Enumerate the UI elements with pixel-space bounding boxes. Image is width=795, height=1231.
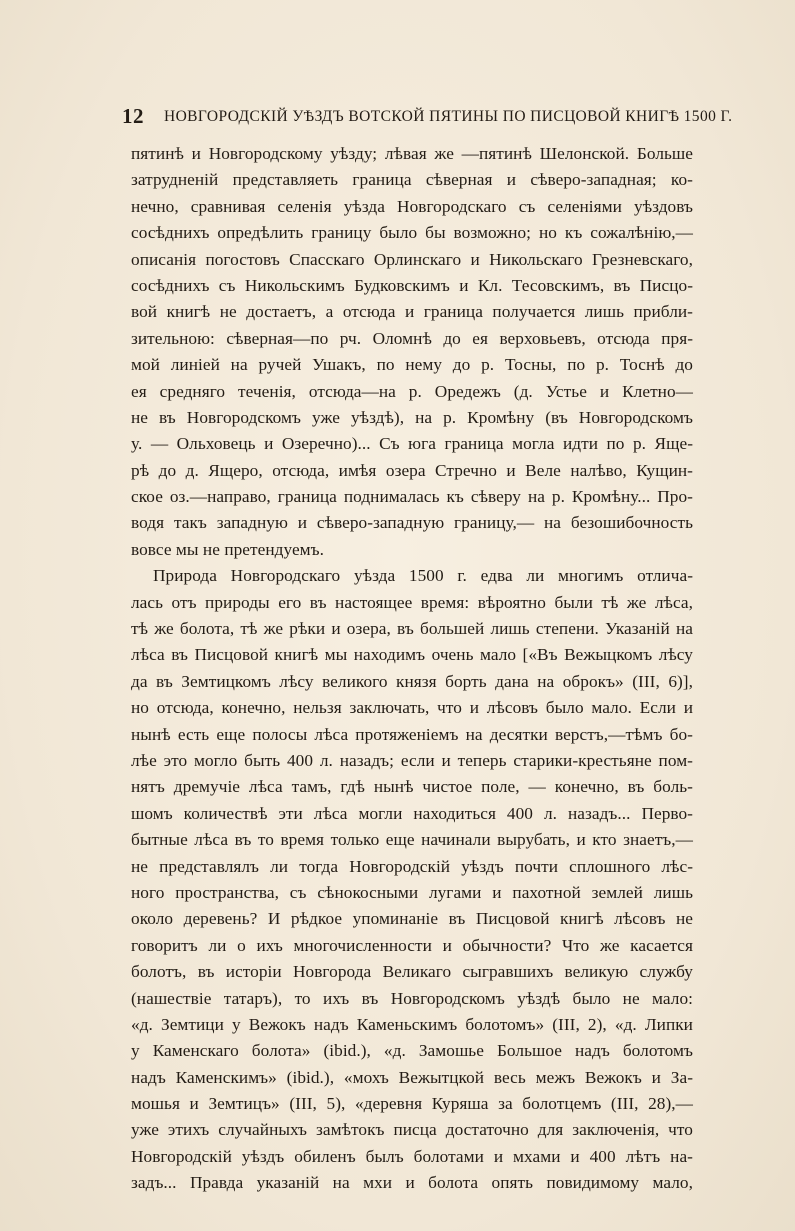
- text-line: ское оз.—направо, граница поднималась къ сѣверу на р. Кромѣну... Про-: [131, 487, 693, 507]
- text-line: водя такъ западную и сѣверо-западную границу,— на безошибочность: [131, 513, 693, 533]
- text-line: ного пространства, съ сѣнокосными лугами и пахотной землей лишь: [131, 882, 693, 902]
- text-line: не представлялъ ли тогда Новгородскій уѣздъ почти сплошного лѣс-: [131, 856, 693, 876]
- text-line: да въ Земтицкомъ лѣсу великого князя борть дана на оброкъ» (III, 6)],: [131, 671, 693, 691]
- text-line: не въ Новгородскомъ уже уѣздѣ), на р. Кромѣну (въ Новгородскомъ: [131, 407, 693, 427]
- page-header: [122, 104, 733, 134]
- text-line: (нашествіе татаръ), то ихъ въ Новгородскомъ уѣздѣ было не мало:: [131, 988, 693, 1008]
- text-line: говоритъ ли о ихъ многочисленности и обычности? Что же касается: [131, 935, 693, 955]
- text-line: надъ Каменскимъ» (ibid.), «мохъ Вежытцкой весь межъ Вежокъ и За-: [131, 1067, 693, 1087]
- text-line: у. — Ольховець и Озеречно)... Съ юга граница могла идти по р. Ящe-: [131, 434, 693, 454]
- text-line: около деревень? И рѣдкое упоминаніе въ Писцовой книгѣ лѣсовъ не: [131, 909, 693, 929]
- text-line: «д. Земтици у Вежокъ надъ Каменьскимъ болотомъ» (III, 2), «д. Липки: [131, 1014, 693, 1034]
- text-line: зительною: сѣверная—по рч. Оломнѣ до ея верховьевъ, отсюда пря-: [131, 328, 693, 348]
- text-line: сосѣднихъ съ Никольскимъ Будковскимъ и Кл. Тесовскимъ, въ Писцо-: [131, 275, 693, 295]
- text-line: вой книгѣ не достаетъ, а отсюда и граница получается лишь прибли-: [131, 302, 693, 322]
- text-line: у Каменскаго болота» (ibid.), «д. Замошье Большое надъ болотомъ: [131, 1041, 693, 1061]
- text-line: пятинѣ и Новгородскому уѣзду; лѣвая же —пятинѣ Шелонской. Больше: [131, 144, 693, 163]
- text-line: сосѣднихъ опредѣлить границу было бы возможно; но къ сожалѣнію,—: [131, 223, 693, 243]
- text-line: но отсюда, конечно, нельзя заключать, что и лѣсовъ было мало. Если и: [131, 698, 693, 718]
- text-line: лась отъ природы его въ настоящее время: вѣроятно были тѣ же лѣса,: [131, 592, 693, 612]
- text-line: описанія погостовъ Спасскаго Орлинскаго и Никольскаго Грезневскаго,: [131, 249, 693, 269]
- text-line: ея средняго теченія, отсюда—на р. Оредежъ (д. Устье и Клетно—: [131, 381, 693, 401]
- body-text: [131, 141, 693, 1197]
- text-line: нятъ дремучіе лѣса тамъ, гдѣ нынѣ чистое поле, — конечно, въ боль-: [131, 777, 693, 797]
- text-line: лѣса въ Писцовой книгѣ мы находимъ очень мало [«Въ Вежыцкомъ лѣсу: [131, 645, 693, 665]
- text-line: рѣ до д. Ящеро, отсюда, имѣя озера Стречно и Веле налѣво, Кущин-: [131, 460, 693, 480]
- text-line: нечно, сравнивая селенія уѣзда Новгородскаго съ селеніями уѣздовъ: [131, 196, 693, 216]
- text-line: шомъ количествѣ эти лѣса могли находиться 400 л. назадъ... Перво-: [131, 803, 693, 823]
- text-line: нынѣ есть еще полосы лѣса протяженіемъ на десятки верстъ,—тѣмъ бо-: [131, 724, 693, 744]
- text-line: Новгородскій уѣздъ обиленъ былъ болотами и мхами и 400 лѣтъ на-: [131, 1146, 693, 1166]
- paragraph-start-line: Природа Новгородскаго уѣзда 1500 г. едва ли многимъ отлича-: [153, 566, 693, 586]
- text-line: бытные лѣса въ то время только еще начинали вырубать, и кто знаетъ,—: [131, 830, 693, 850]
- text-line: мой линіей на ручей Ушакъ, по нему до р. Тосны, по р. Тоснѣ до: [131, 355, 693, 375]
- text-line: лѣе это могло быть 400 л. назадъ; если и теперь старики-крестьяне пом-: [131, 750, 693, 770]
- text-line: болотъ, въ исторіи Новгорода Великаго сыгравшихъ великую службу: [131, 962, 693, 982]
- text-line: затрудненій представляеть граница сѣверная и сѣверо-западная; ко-: [131, 170, 693, 190]
- text-line: тѣ же болота, тѣ же рѣки и озера, въ большей лишь степени. Указаній на: [131, 619, 693, 639]
- paragraph-end-line: вовсе мы не претендуемъ.: [131, 539, 325, 559]
- text-line: мошья и Земтицъ» (III, 5), «деревня Куряша за болотцемъ (III, 28),—: [131, 1094, 693, 1114]
- text-line: уже этихъ случайныхъ замѣтокъ писца достаточно для заключенія, что: [131, 1120, 693, 1140]
- page-number: 12: [122, 104, 144, 128]
- text-line: задъ... Правда указаній на мхи и болота опять повидимому мало,: [131, 1173, 693, 1193]
- running-head: НОВГОРОДСКІЙ УѢЗДЪ ВОТСКОЙ ПЯТИНЫ ПО ПИСЦОВОЙ КНИГѢ 1500 Г.: [164, 108, 733, 125]
